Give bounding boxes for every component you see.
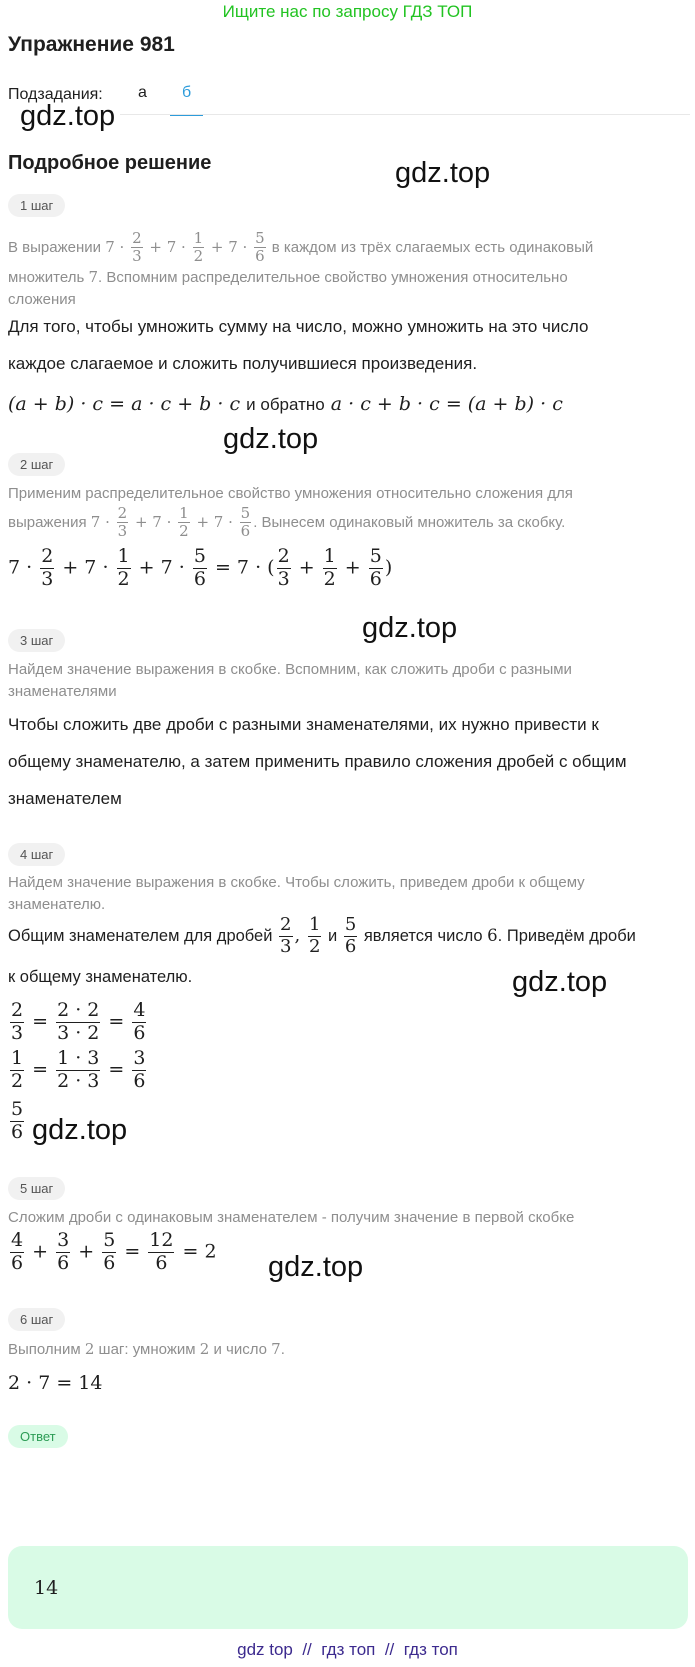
fraction-conversion-3: $\frac{5}{6}$ (11, 1098, 24, 1143)
distributive-formula: (a + b) · c = a · c + b · c и обратно a · c + b · c = (a + b) · c (8, 393, 563, 415)
watermark: gdz.top (395, 157, 491, 189)
step-2-equation: 7 · $\frac{2}{3}$ + 7 · $\frac{1}{2}$ + 7 · $\frac{5}{6}$ = 7 · ( $\frac{2}{3}$ + $\frac{1}{2}$ + $\frac{5}{6}$ ) (8, 545, 393, 590)
watermark: gdz.top (268, 1251, 364, 1283)
step-5-sum: $\frac{4}{6}$ + $\frac{3}{6}$ + $\frac{5}{6}$ = $\frac{12}{6}$ = 2 (11, 1229, 217, 1274)
answer-value: 14 (34, 1577, 59, 1599)
solution-heading: Подробное решение (8, 152, 212, 174)
tab-b[interactable]: б (170, 84, 203, 116)
watermark: gdz.top (223, 423, 319, 455)
step-3-hint: Найдем значение выражения в скобке. Вспомним, как сложить дроби с разными знаменателями (8, 661, 572, 700)
fraction-conversion-1: $\frac{2}{3}$ = $\frac{2 \cdot 2}{3 \cdot 2}$ = $\frac{4}{6}$ (11, 999, 146, 1044)
promo-banner[interactable]: Ищите нас по запросу ГДЗ ТОП (222, 2, 473, 21)
tabs-divider (120, 114, 690, 115)
answer-box (8, 1546, 688, 1629)
subtasks-label: Подзадания: (8, 86, 103, 103)
step-6-hint: Выполним 2 шаг: умножим 2 и число 7. (8, 1340, 285, 1358)
step-1-hint: В выражении 7 · $\frac{2}{3}$ + 7 · $\frac{1}{2}$ + 7 · $\frac{5}{6}$ в каждом из трёх слагаемых есть одинаковый множитель 7. Вспомним распределительное свойство умножения относительно сложения (8, 229, 594, 308)
watermark: gdz.top (20, 100, 116, 132)
step-6-equation: 2 · 7 = 14 (8, 1372, 103, 1394)
watermark: gdz.top (32, 1114, 128, 1146)
answer-badge: Ответ (8, 1425, 68, 1448)
step-badge-2: 2 шаг (8, 453, 65, 476)
step-4-text: Общим знаменателем для дробей $\frac{2}{3}$ , $\frac{1}{2}$ и $\frac{5}{6}$ является число 6. Приведём дроби к общему знаменателю. (8, 914, 636, 987)
footer-separator: // (302, 1640, 312, 1659)
footer-separator: // (384, 1640, 395, 1659)
step-badge-3: 3 шаг (8, 629, 65, 652)
step-2-hint: Применим распределительное свойство умножения относительно сложения для выражения 7 · $\frac{2}{3}$ + 7 · $\frac{1}{2}$ + 7 · $\frac{5}{6}$ . Вынесем одинаковый множитель за скобку. (8, 485, 573, 541)
fraction-conversion-2: $\frac{1}{2}$ = $\frac{1 \cdot 3}{2 \cdot 3}$ = $\frac{3}{6}$ (11, 1047, 146, 1092)
step-4-hint: Найдем значение выражения в скобке. Чтобы сложить, приведем дроби к общему знаменателю. (8, 874, 585, 913)
step-badge-4: 4 шаг (8, 843, 65, 866)
watermark: gdz.top (362, 612, 458, 644)
footer-link[interactable]: гдз топ (403, 1640, 458, 1659)
step-badge-6: 6 шаг (8, 1308, 65, 1331)
step-badge-1: 1 шаг (8, 194, 65, 217)
step-1-rule: Для того, чтобы умножить сумму на число, можно умножить на это число каждое слагаемое и сложить получившиеся произведения. (8, 317, 589, 373)
step-5-hint: Сложим дроби с одинаковым знаменателем - получим значение в первой скобке (8, 1209, 575, 1226)
footer-link[interactable]: гдз топ (321, 1640, 376, 1659)
page-title: Упражнение 981 (8, 33, 175, 56)
step-badge-5: 5 шаг (8, 1177, 65, 1200)
step-3-rule: Чтобы сложить две дроби с разными знаменателями, их нужно привести к общему знаменателю, а затем применить правило сложения дробей с общим знаменателем (8, 715, 627, 808)
footer-links (0, 1640, 695, 1660)
tab-a[interactable]: а (138, 84, 147, 101)
watermark: gdz.top (512, 966, 608, 998)
footer-link[interactable]: gdz top (237, 1640, 293, 1659)
